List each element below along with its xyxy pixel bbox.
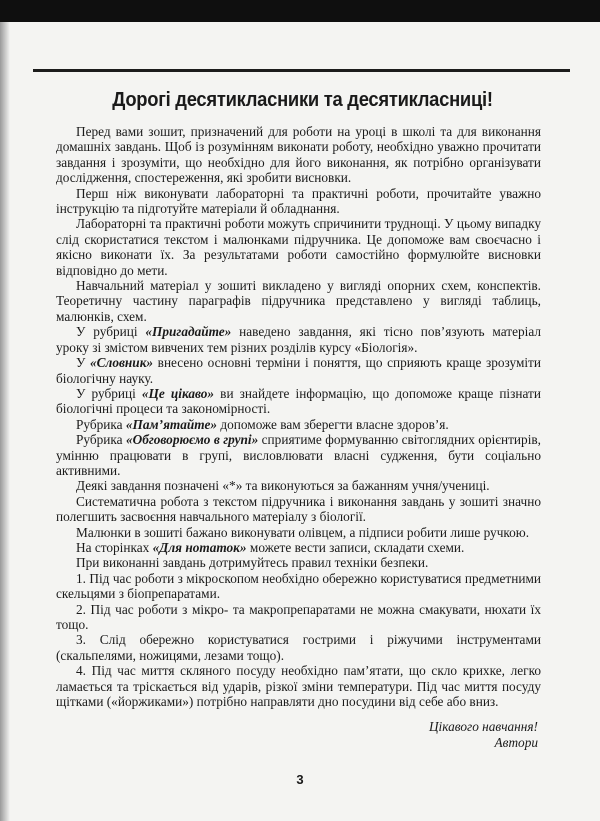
- paragraph-text: При виконанні завдань дотримуйтесь правил техніки безпеки.: [76, 555, 429, 571]
- paragraph: [56, 324, 541, 355]
- paragraph-text: Перш ніж виконувати лабораторні та практичні роботи, прочитайте уважно інструкцію та підготуйте матеріали й обладнання.: [56, 185, 541, 217]
- header-rule: [33, 69, 570, 72]
- paragraph: [56, 355, 541, 386]
- paragraph-text: Рубрика: [76, 432, 126, 448]
- closing-wish: Цікавого навчання!: [428, 719, 538, 734]
- rubric-name: «Пам’ятайте»: [125, 416, 218, 432]
- paragraph: [56, 478, 541, 493]
- paragraph: [56, 216, 541, 278]
- paragraph-text: 3. Слід обережно користуватися гострими і ріжучими інструментами (скальпелями, ножицями, лезами тощо).: [56, 632, 541, 663]
- paragraph-text: ви знайдете інформацію, що допоможе краще пізнати біологічні процеси та закономірності.: [56, 385, 541, 417]
- paragraph: [56, 602, 541, 633]
- paragraph: [56, 555, 541, 570]
- rubric-name: «Пригадайте»: [145, 324, 232, 340]
- page-number: 3: [296, 772, 304, 787]
- rubric-name: «Це цікаво»: [141, 385, 215, 401]
- paragraph-text: Лабораторні та практичні роботи можуть спричинити труднощі. У цьому випадку слід скористатися текстом і малюнками підручника. Це допоможе вам своєчасно і якісно виконати їх. За результатами роботи самостійно формулюйте висновки відповідно до мети.: [56, 216, 541, 278]
- paragraph-text: наведено завдання, які тісно пов’язують матеріал уроку зі змістом вивчених тем різних розділів курсу «Біологія».: [56, 324, 541, 355]
- paragraph: [56, 386, 541, 417]
- paragraph-text: 4. Під час миття скляного посуду необхідно пам’ятати, що скло крихке, легко ламається та тріскається від ударів, різкої зміни температури. Під час миття посуду щітками («йоржиками») потрібно направляти дно посудини від себе або вниз.: [56, 663, 541, 710]
- body-text: [56, 124, 541, 709]
- paragraph-text: Навчальний матеріал у зошиті викладено у вигляді опорних схем, конспектів. Теоретичну частину параграфів підручника представлено у вигляді таблиць, малюнків, схем.: [56, 278, 541, 324]
- paragraph: [56, 525, 541, 540]
- paragraph-text: сприятиме формуванню світоглядних орієнтирів, умінню працювати в групі, висловлювати власні судження, бути соціально активними.: [56, 432, 541, 478]
- paragraph: [56, 432, 541, 478]
- scan-top-edge: [0, 0, 600, 22]
- rubric-name: «Для нотаток»: [152, 539, 247, 555]
- paragraph-text: У: [76, 355, 90, 371]
- paragraph-text: Малюнки в зошиті бажано виконувати олівцем, а підписи робити лише ручкою.: [76, 524, 530, 540]
- paragraph-text: внесено основні терміни і поняття, що сприяють краще зрозуміти біологічну науку.: [56, 355, 541, 386]
- paragraph-text: У рубриці: [76, 324, 146, 340]
- paragraph-text: На сторінках: [76, 539, 153, 555]
- paragraph: [56, 186, 541, 217]
- scan-left-shadow: [0, 22, 10, 821]
- paragraph: [56, 540, 541, 555]
- paragraph-text: Рубрика: [76, 416, 126, 432]
- paragraph: [56, 124, 541, 186]
- rubric-name: «Словник»: [89, 355, 154, 371]
- paragraph-text: Деякі завдання позначені «*» та виконуються за бажанням учня/учениці.: [76, 478, 490, 494]
- closing-authors: Автори: [494, 735, 538, 750]
- rubric-name: «Обговорюємо в групі»: [125, 432, 259, 448]
- paragraph-text: допоможе вам зберегти власне здоров’я.: [217, 416, 449, 432]
- closing: [429, 719, 538, 751]
- paragraph-text: 1. Під час роботи з мікроскопом необхідно обережно користуватися предметними скельцями з біопрепаратами.: [56, 570, 541, 602]
- paragraph-text: можете вести записи, складати схеми.: [246, 539, 465, 555]
- paragraph: [56, 278, 541, 324]
- paragraph: [56, 417, 541, 432]
- paragraph: [56, 632, 541, 663]
- paragraph: [56, 571, 541, 602]
- paragraph: [56, 663, 541, 709]
- paragraph-text: У рубриці: [76, 385, 142, 401]
- paragraph-text: 2. Під час роботи з мікро- та макропрепаратами не можна смакувати, нюхати їх тощо.: [56, 601, 541, 632]
- page-title: Дорогі десятикласники та десятикласниці!: [112, 89, 493, 111]
- paragraph-text: Перед вами зошит, призначений для роботи на уроці в школі та для виконання домашніх завдань. Щоб із розумінням виконати роботу, необхідно уважно прочитати завдання і зрозуміти, що необхідно для його виконання, як потрібно організувати дослідження, спостереження, які зробити висновки.: [56, 124, 541, 186]
- paragraph: [56, 494, 541, 525]
- paragraph-text: Систематична робота з текстом підручника і виконання завдань у зошиті значно полегшить засвоєння навчального матеріалу з біології.: [56, 493, 541, 525]
